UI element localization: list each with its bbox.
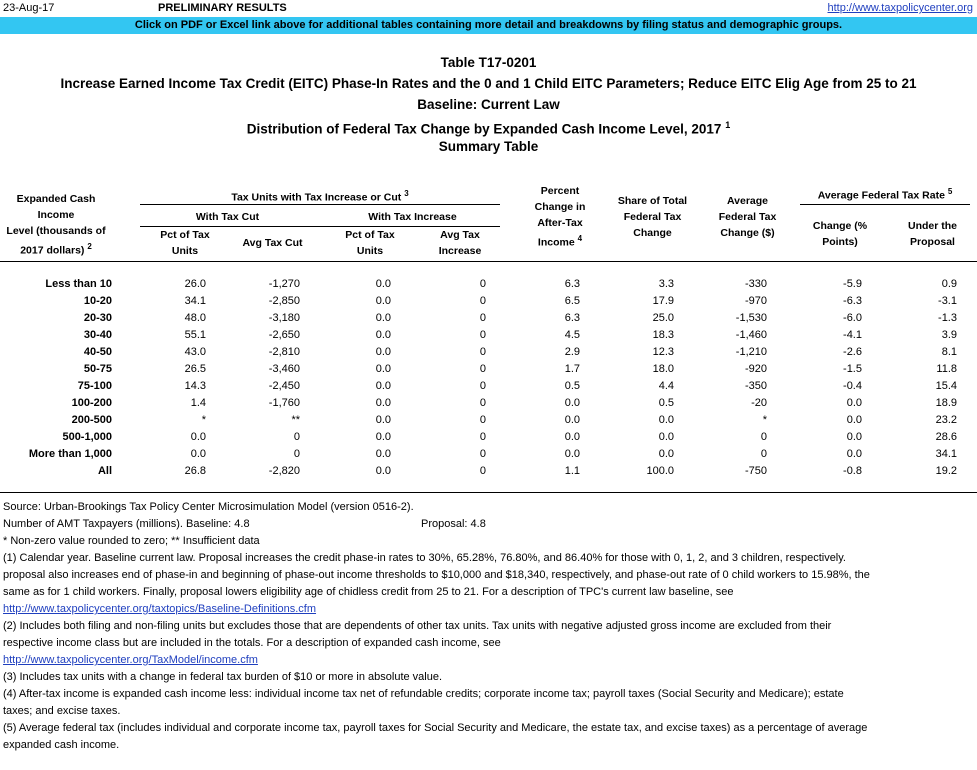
table-title: Increase Earned Income Tax Credit (EITC) Phase-In Rates and the 0 and 1 Child EITC Parameters; Reduce EITC Elig Age from 25 to 21: [60, 76, 917, 91]
table-row: More than 1,000 0.0 0 0.0 0 0.0 0.0 0 0.0 34.1: [28, 448, 957, 460]
baseline-title: Baseline: Current Law: [417, 97, 560, 112]
report-date: 23-Aug-17: [3, 2, 55, 14]
table-bottom-rule: [0, 492, 977, 493]
footnote-3: (3) Includes tax units with a change in federal tax burden of $10 or more in absolute value.: [3, 671, 443, 683]
distribution-title: Distribution of Federal Tax Change by Expanded Cash Income Level, 2017 $^1$: [246, 120, 731, 137]
header-pct-units-cut: Pct of Tax Units: [160, 229, 210, 257]
header-with-cut: With Tax Cut: [195, 211, 260, 223]
footnote-5b: expanded cash income.: [3, 739, 120, 751]
table-row: 30-40 55.1 -2,650 0.0 0 4.5 18.3 -1,460 -4.1 3.9: [83, 329, 957, 341]
header-share-total: Share of Total Federal Tax Change: [617, 195, 688, 239]
header-tax-units-group: Tax Units with Tax Increase or Cut $^3$: [231, 189, 409, 204]
footnote-5a: (5) Average federal tax (includes individual and corporate income tax, payroll taxes for Social Security and Medicare, the estate tax, and excise taxes) as a percentage of average: [3, 722, 868, 734]
header-pct-units-increase: Pct of Tax Units: [345, 229, 395, 257]
header-pct-change-income: Percent Change in After-Tax Income $^4$: [534, 185, 586, 249]
preliminary-label: PRELIMINARY RESULTS: [158, 2, 287, 14]
nonzero-note: * Non-zero value rounded to zero; ** Insufficient data: [3, 535, 260, 547]
table-row: 10-20 34.1 -2,850 0.0 0 6.5 17.9 -970 -6.3 -3.1: [83, 295, 957, 307]
footnote-1c: same as for 1 child workers. Finally, proposal lowers eligibility age of chidless credit from 25 to 21. For a description of TPC's current law baseline, see: [3, 586, 734, 598]
table-row: 200-500 * ** 0.0 0 0.0 0.0 * 0.0 23.2: [71, 414, 957, 426]
footnote-4a: (4) After-tax income is expanded cash income less: individual income tax net of refundable credits; corporate income tax; payroll taxes (Social Security and Medicare); estate: [3, 688, 844, 700]
table-row: 75-100 14.3 -2,450 0.0 0 0.5 4.4 -350 -0.4 15.4: [77, 380, 957, 392]
header-avg-tax-increase: Avg Tax Increase: [438, 229, 482, 257]
table-row: 100-200 1.4 -1,760 0.0 0 0.0 0.5 -20 0.0 18.9: [71, 397, 957, 409]
rule-group-units: [140, 204, 500, 205]
header-rate-under-proposal: Under the Proposal: [907, 220, 957, 248]
table-row: 50-75 26.5 -3,460 0.0 0 1.7 18.0 -920 -1.5 11.8: [83, 363, 957, 375]
footnotes: [3, 499, 977, 754]
amt-note: Number of AMT Taxpayers (millions). Baseline: 4.8 Proposal: 4.8: [3, 518, 486, 530]
header-avg-tax-cut: Avg Tax Cut: [242, 237, 303, 249]
info-banner: Click on PDF or Excel link above for additional tables containing more detail and breakdowns by filing status and demographic groups.: [0, 17, 977, 34]
footnote-1b: proposal also increases end of phase-in and beginning of phase-out income thresholds to $10,000 and $18,340, respectively, and phase-out rate of 0 child workers to 15.98%, the: [3, 569, 870, 581]
footnote-2b: respective income class but are included in the totals. For a description of expanded cash income, see: [3, 637, 501, 649]
rule-rate-group: [800, 204, 970, 205]
table-titles: [0, 52, 977, 157]
summary-title: Summary Table: [438, 139, 539, 154]
table-row-total: All 26.8 -2,820 0.0 0 1.1 100.0 -750 -0.8 19.2: [97, 465, 957, 477]
header-bottom-rule: [0, 261, 977, 262]
tpc-link[interactable]: http://www.taxpolicycenter.org: [827, 2, 973, 14]
footnote-4b: taxes; and excise taxes.: [3, 705, 121, 717]
header-avg-federal-change: Average Federal Tax Change ($): [718, 195, 777, 239]
header-with-increase: With Tax Increase: [368, 211, 457, 223]
table-row: 20-30 48.0 -3,180 0.0 0 6.3 25.0 -1,530 -6.0 -1.3: [83, 312, 957, 324]
table-row: 500-1,000 0.0 0 0.0 0 0.0 0.0 0 0.0 28.6: [62, 431, 957, 443]
table-row: 40-50 43.0 -2,810 0.0 0 2.9 12.3 -1,210 -2.6 8.1: [83, 346, 957, 358]
table-row: Less than 10 26.0 -1,270 0.0 0 6.3 3.3 -330 -5.9 0.9: [45, 278, 957, 290]
footnote-2a: (2) Includes both filing and non-filing units but excludes those that are dependents of other tax units. Tax units with negative adjusted gross income are excluded from their: [3, 620, 832, 632]
source-note: Source: Urban-Brookings Tax Policy Center Microsimulation Model (version 0516-2).: [3, 501, 414, 513]
header-rate-change: Change (% Points): [812, 220, 868, 248]
table-id: Table T17-0201: [440, 55, 537, 70]
income-definition-link[interactable]: http://www.taxpolicycenter.org/TaxModel/income.cfm: [3, 654, 258, 666]
header-avg-rate-group: Average Federal Tax Rate $^5$: [817, 187, 953, 202]
footnote-1a: (1) Calendar year. Baseline current law. Proposal increases the credit phase-in rates to 30%, 65.28%, 76.80%, and 86.40% for those with 0, 1, 2, and 3 children, respectively.: [3, 552, 846, 564]
top-bar: [0, 2, 977, 16]
header-income: Expanded Cash Income Level (thousands of 2017 dollars) $^2$: [6, 193, 106, 257]
baseline-definitions-link[interactable]: http://www.taxpolicycenter.org/taxtopics/Baseline-Definitions.cfm: [3, 603, 317, 615]
